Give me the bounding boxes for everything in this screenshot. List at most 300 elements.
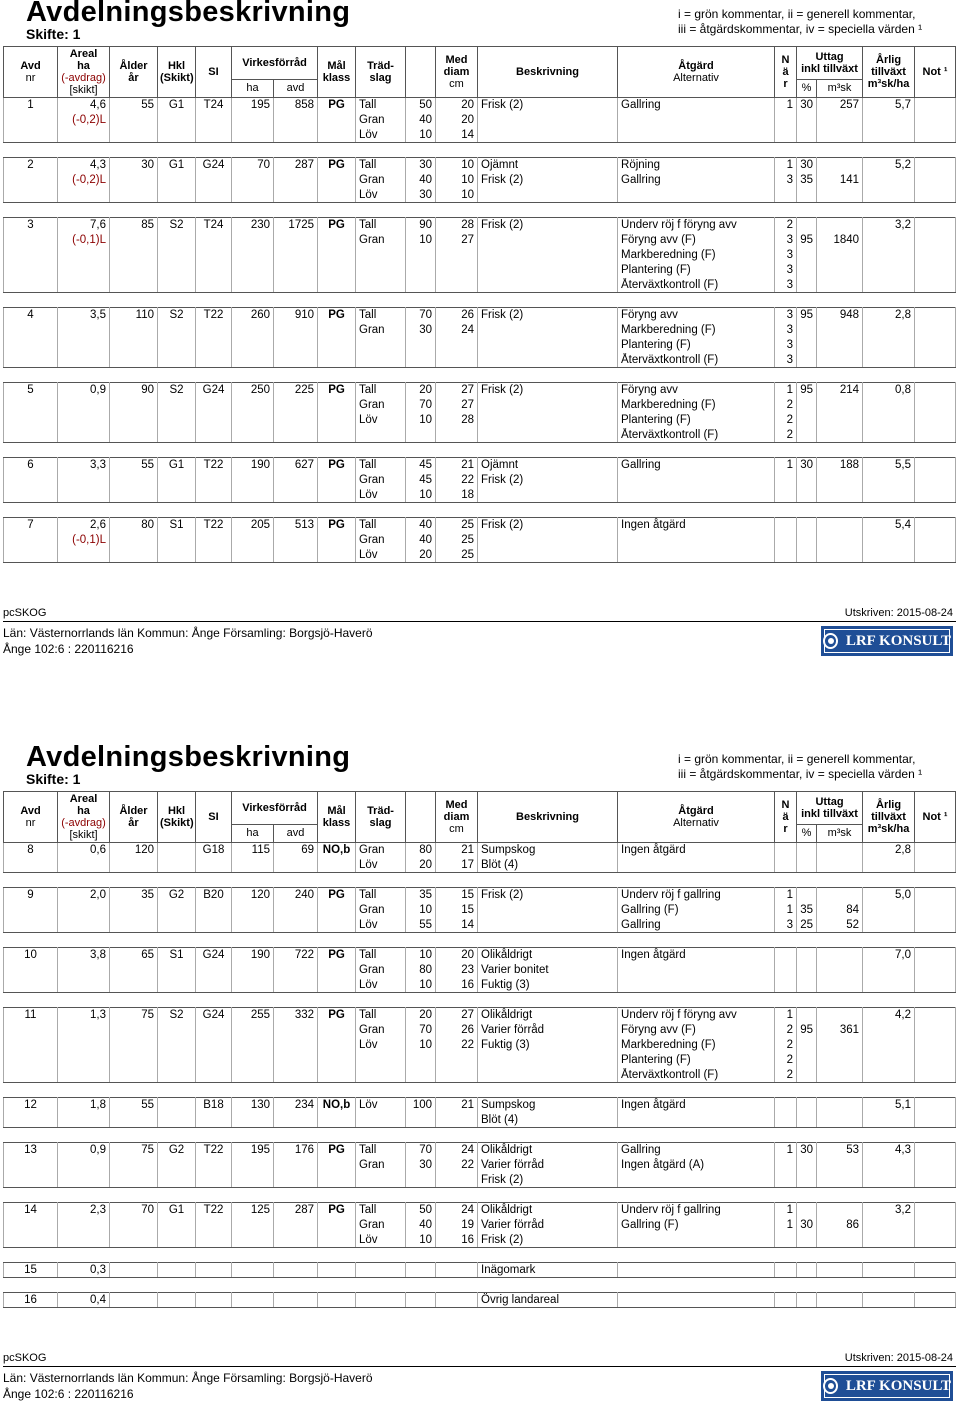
cell-meddiam <box>436 263 478 278</box>
cell-arlig: 2,8 <box>863 843 915 858</box>
cell-uttag-m3sk <box>817 218 863 233</box>
cell-nar: 1 <box>775 1218 797 1233</box>
cell-si <box>196 1233 232 1248</box>
cell-uttag-m3sk <box>817 113 863 128</box>
property-line: Ånge 102:6 : 220116216 <box>3 1387 134 1401</box>
cell-uttag-pct <box>797 1158 817 1173</box>
cell-vf-avd <box>274 1233 318 1248</box>
cell-atgard <box>618 963 775 978</box>
cell-atgard <box>618 858 775 873</box>
cell-meddiam <box>436 248 478 263</box>
cell-meddiam: 14 <box>436 918 478 933</box>
cell-alder <box>110 1053 158 1068</box>
cell-si: T22 <box>196 308 232 323</box>
cell-uttag-pct <box>797 218 817 233</box>
cell-uttag-m3sk <box>817 398 863 413</box>
cell-nar <box>775 548 797 563</box>
cell-avd-nr <box>4 188 58 203</box>
cell-uttag-pct <box>797 1098 817 1113</box>
cell-vf-ha <box>232 338 274 353</box>
cell-avd-nr: 11 <box>4 1008 58 1023</box>
cell-uttag-m3sk <box>817 1233 863 1248</box>
cell-atgard: Plantering (F) <box>618 413 775 428</box>
cell-uttag-m3sk <box>817 1068 863 1083</box>
cell-andel: 50 <box>406 98 436 113</box>
cell-meddiam: 10 <box>436 173 478 188</box>
cell-malklass <box>318 1038 356 1053</box>
cell-tradslag: Gran <box>356 963 406 978</box>
cell-vf-avd: 1725 <box>274 218 318 233</box>
cell-nar <box>775 518 797 533</box>
cell-hkl <box>158 903 196 918</box>
cell-areal: 4,3 <box>58 158 110 173</box>
cell-meddiam: 22 <box>436 473 478 488</box>
cell-arlig: 5,2 <box>863 158 915 173</box>
stand-row <box>4 308 956 323</box>
cell-beskrivning <box>478 548 618 563</box>
cell-andel <box>406 263 436 278</box>
cell-malklass: PG <box>318 1143 356 1158</box>
stand-spacer <box>4 1083 956 1098</box>
cell-alder <box>110 398 158 413</box>
cell-andel: 10 <box>406 978 436 993</box>
col-tradslag: Träd- slag <box>356 47 406 98</box>
cell-alder: 80 <box>110 518 158 533</box>
cell-tradslag: Tall <box>356 518 406 533</box>
cell-avd-nr: 14 <box>4 1203 58 1218</box>
cell-hkl <box>158 233 196 248</box>
cell-areal: 0,4 <box>58 1293 110 1308</box>
cell-uttag-m3sk <box>817 158 863 173</box>
cell-arlig <box>863 488 915 503</box>
cell-si: T24 <box>196 218 232 233</box>
cell-atgard: Ingen åtgärd <box>618 843 775 858</box>
cell-si: T22 <box>196 458 232 473</box>
cell-nar: 1 <box>775 1008 797 1023</box>
cell-uttag-pct: 30 <box>797 458 817 473</box>
cell-tradslag: Tall <box>356 218 406 233</box>
cell-areal <box>58 918 110 933</box>
cell-uttag-m3sk <box>817 1008 863 1023</box>
cell-nar: 1 <box>775 98 797 113</box>
cell-uttag-pct <box>797 248 817 263</box>
stand-subrow <box>4 428 956 443</box>
cell-areal: (-0,1)L <box>58 233 110 248</box>
cell-not <box>915 1203 956 1218</box>
cell-nar <box>775 113 797 128</box>
cell-alder <box>110 413 158 428</box>
cell-nar <box>775 1233 797 1248</box>
stand-row <box>4 1143 956 1158</box>
cell-uttag-pct <box>797 963 817 978</box>
cell-tradslag: Löv <box>356 548 406 563</box>
cell-uttag-m3sk <box>817 263 863 278</box>
cell-vf-avd <box>274 1158 318 1173</box>
cell-meddiam: 17 <box>436 858 478 873</box>
cell-uttag-m3sk: 1840 <box>817 233 863 248</box>
cell-uttag-m3sk <box>817 1098 863 1113</box>
stand-spacer <box>4 368 956 383</box>
cell-areal: 3,3 <box>58 458 110 473</box>
cell-atgard <box>618 113 775 128</box>
cell-malklass <box>318 1158 356 1173</box>
cell-beskrivning <box>478 413 618 428</box>
cell-avd-nr <box>4 963 58 978</box>
cell-arlig: 2,8 <box>863 308 915 323</box>
cell-areal <box>58 338 110 353</box>
stand-subrow <box>4 1173 956 1188</box>
cell-areal <box>58 473 110 488</box>
cell-uttag-pct <box>797 263 817 278</box>
header-row <box>4 47 956 80</box>
cell-hkl <box>158 1293 196 1308</box>
cell-vf-ha <box>232 1113 274 1128</box>
cell-si <box>196 858 232 873</box>
cell-hkl <box>158 398 196 413</box>
cell-uttag-m3sk <box>817 473 863 488</box>
cell-uttag-pct <box>797 1038 817 1053</box>
cell-atgard <box>618 128 775 143</box>
cell-tradslag: Gran <box>356 473 406 488</box>
col-vf-ha: ha <box>232 824 274 842</box>
cell-arlig <box>863 963 915 978</box>
cell-vf-ha <box>232 428 274 443</box>
cell-avd-nr <box>4 533 58 548</box>
cell-not <box>915 548 956 563</box>
cell-hkl: S1 <box>158 518 196 533</box>
cell-beskrivning: Varier bonitet <box>478 963 618 978</box>
cell-malklass <box>318 548 356 563</box>
cell-avd-nr <box>4 548 58 563</box>
cell-avd-nr: 15 <box>4 1263 58 1278</box>
col-uttag-pct: % <box>797 824 817 842</box>
cell-si: T22 <box>196 1203 232 1218</box>
cell-tradslag <box>356 1293 406 1308</box>
cell-not <box>915 128 956 143</box>
cell-vf-ha <box>232 488 274 503</box>
cell-uttag-pct <box>797 1293 817 1308</box>
cell-vf-avd <box>274 1293 318 1308</box>
cell-vf-avd <box>274 548 318 563</box>
cell-si <box>196 323 232 338</box>
cell-atgard <box>618 1173 775 1188</box>
cell-avd-nr <box>4 858 58 873</box>
cell-tradslag: Gran <box>356 233 406 248</box>
cell-not <box>915 858 956 873</box>
cell-arlig: 3,2 <box>863 1203 915 1218</box>
cell-areal: 2,6 <box>58 518 110 533</box>
cell-malklass: PG <box>318 98 356 113</box>
cell-areal: 1,8 <box>58 1098 110 1113</box>
cell-meddiam: 24 <box>436 1143 478 1158</box>
cell-meddiam <box>436 338 478 353</box>
cell-beskrivning: Blöt (4) <box>478 858 618 873</box>
cell-alder: 75 <box>110 1143 158 1158</box>
cell-meddiam: 26 <box>436 1023 478 1038</box>
cell-hkl: G1 <box>158 158 196 173</box>
cell-uttag-m3sk <box>817 188 863 203</box>
cell-uttag-m3sk: 948 <box>817 308 863 323</box>
cell-arlig <box>863 113 915 128</box>
cell-vf-ha <box>232 113 274 128</box>
cell-malklass <box>318 1023 356 1038</box>
cell-nar <box>775 1158 797 1173</box>
cell-andel: 70 <box>406 1023 436 1038</box>
stand-row <box>4 888 956 903</box>
cell-si <box>196 918 232 933</box>
cell-hkl: S1 <box>158 948 196 963</box>
lrf-konsult-logo <box>821 1371 953 1401</box>
footer-divider <box>3 621 956 622</box>
cell-andel: 10 <box>406 903 436 918</box>
legend-line-2: iii = åtgärdskommentar, iv = speciella värden ¹ <box>678 22 923 36</box>
stand-spacer <box>4 1128 956 1143</box>
cell-alder <box>110 233 158 248</box>
cell-uttag-pct <box>797 428 817 443</box>
cell-atgard: Underv röj f gallring <box>618 888 775 903</box>
cell-areal <box>58 263 110 278</box>
cell-uttag-pct: 30 <box>797 1143 817 1158</box>
cell-alder <box>110 1038 158 1053</box>
cell-areal <box>58 488 110 503</box>
stand-row <box>4 218 956 233</box>
stand-spacer <box>4 1188 956 1203</box>
cell-atgard: Gallring <box>618 98 775 113</box>
cell-malklass <box>318 278 356 293</box>
cell-areal <box>58 1023 110 1038</box>
cell-vf-ha <box>232 1068 274 1083</box>
cell-beskrivning: Frisk (2) <box>478 218 618 233</box>
cell-si: T22 <box>196 1143 232 1158</box>
cell-not <box>915 1233 956 1248</box>
cell-arlig <box>863 1113 915 1128</box>
cell-alder <box>110 1263 158 1278</box>
cell-si: T22 <box>196 518 232 533</box>
cell-not <box>915 113 956 128</box>
cell-alder <box>110 488 158 503</box>
stand-subrow <box>4 278 956 293</box>
cell-uttag-pct: 95 <box>797 233 817 248</box>
cell-arlig: 5,7 <box>863 98 915 113</box>
cell-tradslag <box>356 248 406 263</box>
cell-vf-avd <box>274 113 318 128</box>
cell-uttag-pct <box>797 1173 817 1188</box>
cell-beskrivning: Inägomark <box>478 1263 618 1278</box>
cell-uttag-m3sk: 84 <box>817 903 863 918</box>
cell-atgard: Underv röj f föryng avv <box>618 218 775 233</box>
cell-arlig <box>863 1053 915 1068</box>
cell-avd-nr <box>4 1038 58 1053</box>
cell-hkl: G1 <box>158 98 196 113</box>
cell-arlig <box>863 353 915 368</box>
cell-atgard: Ingen åtgärd <box>618 948 775 963</box>
cell-arlig <box>863 1173 915 1188</box>
cell-beskrivning <box>478 488 618 503</box>
cell-uttag-m3sk <box>817 548 863 563</box>
cell-not <box>915 353 956 368</box>
cell-nar: 1 <box>775 1143 797 1158</box>
cell-andel <box>406 1068 436 1083</box>
cell-alder <box>110 903 158 918</box>
cell-atgard: Gallring (F) <box>618 1218 775 1233</box>
stand-row <box>4 98 956 113</box>
cell-andel <box>406 1113 436 1128</box>
cell-nar: 1 <box>775 1203 797 1218</box>
cell-arlig <box>863 548 915 563</box>
cell-arlig <box>863 233 915 248</box>
cell-vf-ha: 195 <box>232 98 274 113</box>
cell-atgard: Återväxtkontroll (F) <box>618 278 775 293</box>
stand-subrow <box>4 233 956 248</box>
cell-alder <box>110 248 158 263</box>
cell-hkl: S2 <box>158 218 196 233</box>
cell-beskrivning: Ojämnt <box>478 158 618 173</box>
cell-si: G24 <box>196 383 232 398</box>
cell-nar <box>775 948 797 963</box>
cell-malklass <box>318 1263 356 1278</box>
cell-malklass: PG <box>318 1008 356 1023</box>
cell-andel <box>406 1053 436 1068</box>
cell-not <box>915 888 956 903</box>
cell-not <box>915 338 956 353</box>
col-arlig: Årlig tillväxt m³sk/ha <box>863 792 915 843</box>
cell-areal: 0,3 <box>58 1263 110 1278</box>
cell-atgard: Gallring <box>618 918 775 933</box>
cell-atgard: Plantering (F) <box>618 263 775 278</box>
cell-tradslag: Löv <box>356 1038 406 1053</box>
cell-vf-ha: 190 <box>232 948 274 963</box>
cell-uttag-m3sk <box>817 248 863 263</box>
col-not: Not ¹ <box>915 792 956 843</box>
cell-vf-avd: 69 <box>274 843 318 858</box>
cell-areal: 2,3 <box>58 1203 110 1218</box>
cell-avd-nr: 10 <box>4 948 58 963</box>
cell-vf-ha: 205 <box>232 518 274 533</box>
cell-nar: 3 <box>775 353 797 368</box>
cell-arlig <box>863 1263 915 1278</box>
cell-tradslag <box>356 1113 406 1128</box>
stand-spacer <box>4 933 956 948</box>
stand-subrow <box>4 473 956 488</box>
cell-not <box>915 248 956 263</box>
cell-arlig <box>863 1068 915 1083</box>
stand-subrow <box>4 548 956 563</box>
cell-areal <box>58 428 110 443</box>
col-arlig: Årlig tillväxt m³sk/ha <box>863 47 915 98</box>
cell-areal: (-0,2)L <box>58 173 110 188</box>
cell-tradslag <box>356 1053 406 1068</box>
stand-subrow <box>4 248 956 263</box>
cell-uttag-pct: 35 <box>797 903 817 918</box>
cell-andel <box>406 353 436 368</box>
cell-atgard: Ingen åtgärd <box>618 1098 775 1113</box>
cell-vf-avd <box>274 1023 318 1038</box>
cell-andel: 20 <box>406 383 436 398</box>
cell-hkl <box>158 488 196 503</box>
cell-meddiam: 24 <box>436 323 478 338</box>
cell-hkl <box>158 1068 196 1083</box>
cell-arlig <box>863 1023 915 1038</box>
col-alder: Ålder år <box>110 792 158 843</box>
cell-beskrivning <box>478 428 618 443</box>
cell-malklass <box>318 903 356 918</box>
cell-avd-nr <box>4 488 58 503</box>
cell-avd-nr <box>4 903 58 918</box>
cell-atgard: Plantering (F) <box>618 1053 775 1068</box>
cell-avd-nr <box>4 263 58 278</box>
cell-andel: 10 <box>406 488 436 503</box>
cell-uttag-pct: 30 <box>797 158 817 173</box>
cell-nar: 2 <box>775 413 797 428</box>
cell-si: B20 <box>196 888 232 903</box>
cell-areal <box>58 413 110 428</box>
cell-nar: 1 <box>775 458 797 473</box>
cell-areal: 0,6 <box>58 843 110 858</box>
cell-vf-avd: 287 <box>274 1203 318 1218</box>
lrf-logo-icon <box>823 633 838 649</box>
cell-si <box>196 1023 232 1038</box>
cell-uttag-pct <box>797 888 817 903</box>
cell-malklass <box>318 1293 356 1308</box>
cell-not <box>915 428 956 443</box>
col-beskrivning: Beskrivning <box>478 47 618 98</box>
cell-vf-ha: 260 <box>232 308 274 323</box>
cell-meddiam: 14 <box>436 128 478 143</box>
cell-beskrivning <box>478 323 618 338</box>
cell-vf-ha <box>232 1158 274 1173</box>
cell-nar <box>775 1098 797 1113</box>
cell-avd-nr <box>4 338 58 353</box>
app-name: pcSKOG <box>3 1352 47 1364</box>
cell-areal <box>58 1113 110 1128</box>
col-alder: Ålder år <box>110 47 158 98</box>
cell-beskrivning <box>478 533 618 548</box>
cell-alder <box>110 128 158 143</box>
cell-areal <box>58 278 110 293</box>
cell-tradslag: Tall <box>356 888 406 903</box>
cell-beskrivning: Varier förråd <box>478 1218 618 1233</box>
cell-areal <box>58 978 110 993</box>
cell-arlig <box>863 413 915 428</box>
cell-nar: 2 <box>775 1038 797 1053</box>
col-uttag-m3sk: m³sk <box>817 824 863 842</box>
cell-atgard: Återväxtkontroll (F) <box>618 353 775 368</box>
cell-alder <box>110 533 158 548</box>
cell-si <box>196 1053 232 1068</box>
cell-avd-nr <box>4 413 58 428</box>
cell-atgard: Föryng avv <box>618 383 775 398</box>
cell-hkl <box>158 1038 196 1053</box>
cell-uttag-m3sk: 361 <box>817 1023 863 1038</box>
cell-avd-nr: 12 <box>4 1098 58 1113</box>
cell-atgard <box>618 473 775 488</box>
cell-uttag-pct <box>797 188 817 203</box>
cell-si <box>196 173 232 188</box>
cell-vf-ha: 190 <box>232 458 274 473</box>
cell-atgard: Gallring (F) <box>618 903 775 918</box>
cell-arlig: 5,5 <box>863 458 915 473</box>
stand-row <box>4 383 956 398</box>
cell-vf-ha <box>232 1038 274 1053</box>
cell-beskrivning <box>478 353 618 368</box>
cell-uttag-pct: 30 <box>797 1218 817 1233</box>
cell-si: G24 <box>196 1008 232 1023</box>
cell-not <box>915 1143 956 1158</box>
cell-avd-nr <box>4 1068 58 1083</box>
cell-uttag-m3sk: 257 <box>817 98 863 113</box>
stand-subrow <box>4 918 956 933</box>
cell-vf-ha: 195 <box>232 1143 274 1158</box>
